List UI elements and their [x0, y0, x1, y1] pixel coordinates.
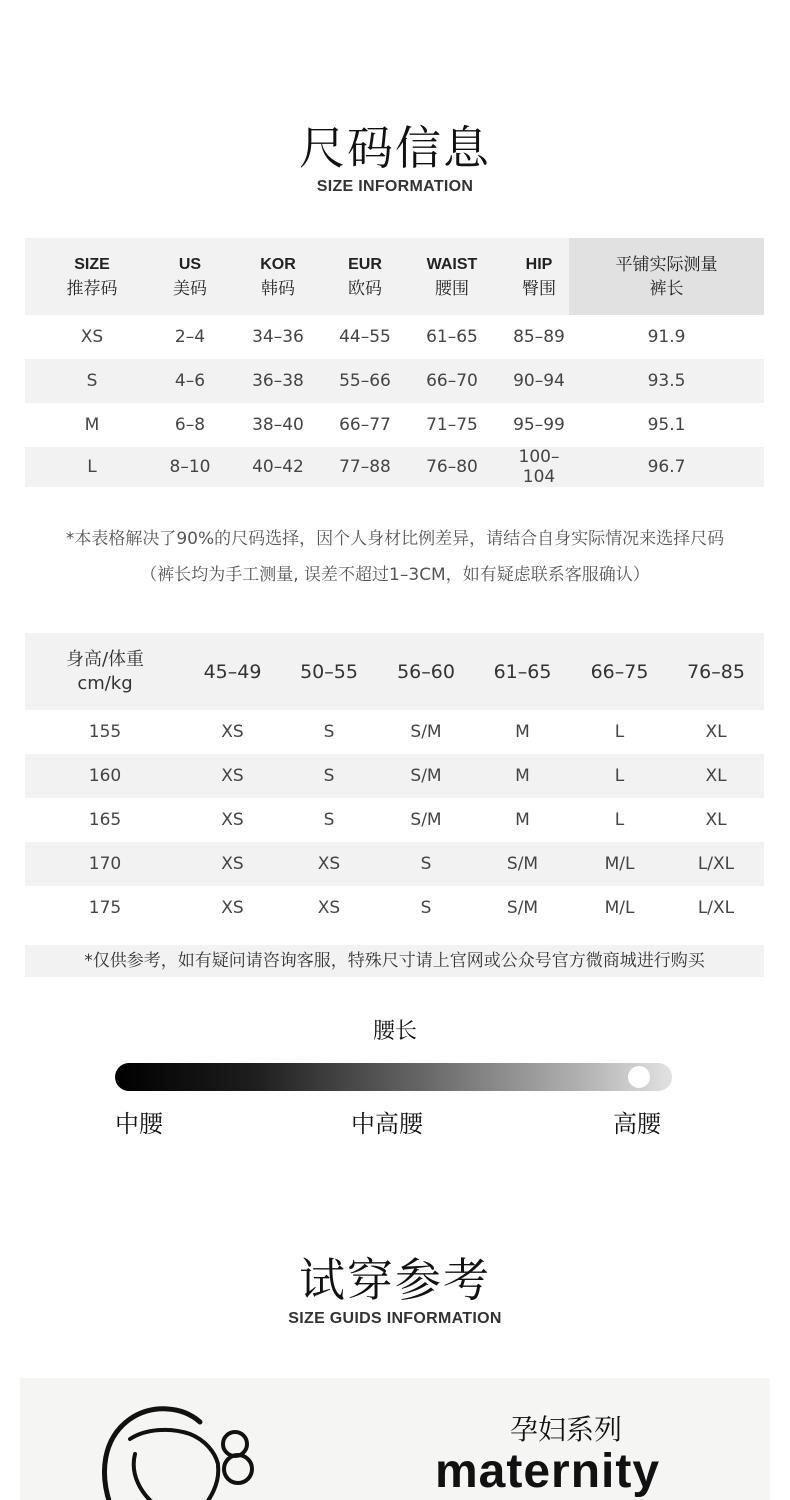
maternity-banner	[20, 1378, 770, 1500]
header-height-weight: 身高/体重 cm/kg	[25, 633, 185, 710]
series-label: 孕妇系列	[510, 1413, 623, 1446]
table-cell: XS	[80, 327, 104, 347]
table-cell: 93.5	[569, 359, 764, 403]
table-cell: XS	[221, 722, 244, 742]
size-info-heading	[0, 120, 790, 196]
table-row	[25, 798, 764, 842]
table-cell: 66–70	[395, 359, 509, 403]
table-cell: 90–94	[509, 359, 569, 403]
table-cell: XS	[221, 898, 244, 918]
table-cell: XS	[185, 754, 280, 798]
table-cell: M	[474, 754, 571, 798]
header-us: US 美码	[159, 238, 221, 315]
table-cell: M	[84, 415, 100, 435]
height-cell: 165	[88, 810, 122, 830]
table-cell: 4–6	[159, 359, 221, 403]
table-cell: 95.1	[647, 415, 686, 435]
waist-rise-indicator-knob	[628, 1066, 650, 1088]
table-cell: S	[323, 722, 335, 742]
table-cell: L/XL	[697, 898, 735, 918]
header-eur: EUR 欧码	[335, 238, 395, 315]
table-cell: 77–88	[335, 447, 395, 487]
header-weight: 56–60	[378, 633, 474, 710]
height-cell: 175	[88, 898, 122, 918]
table-cell: 61–65	[426, 327, 478, 347]
tryon-heading	[0, 1252, 790, 1328]
table-cell: 8–10	[159, 447, 221, 487]
table-cell: M	[515, 810, 530, 830]
tryon-subtitle: SIZE GUIDS INFORMATION	[288, 1310, 502, 1327]
table-cell: S/M	[506, 898, 539, 918]
table-cell: S	[280, 754, 378, 798]
table-row	[25, 315, 764, 359]
waist-label-mid-high: 中高腰	[351, 1110, 423, 1138]
table-cell: XS	[185, 842, 280, 886]
table-cell: L	[25, 447, 159, 487]
table-cell: 36–38	[221, 359, 335, 403]
size-table	[25, 238, 764, 487]
waist-label-mid: 中腰	[115, 1110, 163, 1138]
table-row	[25, 359, 764, 403]
height-cell: 160	[25, 754, 185, 798]
header-hip: HIP 臀围	[509, 238, 569, 315]
table-cell: L/XL	[668, 842, 764, 886]
table-cell: L	[614, 810, 625, 830]
table-cell: 38–40	[252, 415, 304, 435]
table-cell: 91.9	[647, 327, 686, 347]
height-cell: 170	[25, 842, 185, 886]
size-info-title: 尺码信息	[299, 121, 491, 175]
table-cell: 71–75	[426, 415, 478, 435]
brand-wordmark: maternity	[435, 1445, 661, 1498]
table-cell: 2–4	[174, 327, 206, 347]
table-cell: L	[571, 754, 668, 798]
header-waist: WAIST 腰围	[395, 238, 509, 315]
table-row	[25, 710, 764, 754]
fit-note: *仅供参考，如有疑问请咨询客服，特殊尺寸请上官网或公众号官方微商城进行购买	[25, 945, 764, 977]
table-row	[25, 403, 764, 447]
table-cell: S	[25, 359, 159, 403]
table-cell: S/M	[474, 842, 571, 886]
header-kor: KOR 韩码	[221, 238, 335, 315]
table-cell: XL	[668, 754, 764, 798]
table-cell: XS	[280, 842, 378, 886]
header-weight: 76–85	[668, 633, 764, 710]
table-cell: 6–8	[174, 415, 206, 435]
table-cell: 100–104	[509, 447, 569, 487]
table-cell: 66–77	[339, 415, 391, 435]
table-cell: 76–80	[395, 447, 509, 487]
waist-rise-title: 腰长	[372, 1019, 417, 1044]
table-row	[25, 447, 764, 487]
size-info-subtitle: SIZE INFORMATION	[316, 178, 474, 195]
fit-table	[25, 633, 764, 930]
header-weight: 61–65	[474, 633, 571, 710]
table-cell: S	[378, 842, 474, 886]
table-cell: M/L	[604, 898, 635, 918]
header-length: 平铺实际测量 裤长	[569, 238, 764, 315]
table-cell: S/M	[410, 810, 442, 830]
header-size: SIZE 推荐码	[25, 238, 159, 315]
table-cell: 96.7	[569, 447, 764, 487]
table-cell: XL	[705, 810, 727, 830]
table-cell: L	[614, 722, 625, 742]
size-note-line2: （裤长均为手工测量, 误差不超过1–3CM，如有疑虑联系客服确认）	[140, 565, 650, 585]
table-cell: XL	[705, 722, 727, 742]
table-cell: 44–55	[339, 327, 391, 347]
table-cell: S	[420, 898, 432, 918]
table-cell: XS	[317, 898, 341, 918]
table-cell: XS	[221, 810, 244, 830]
maternity-woman-profile-icon	[90, 1394, 270, 1500]
waist-label-high: 高腰	[613, 1110, 661, 1138]
table-cell: S	[323, 810, 335, 830]
table-cell: M/L	[571, 842, 668, 886]
size-note-line1: *本表格解决了90%的尺码选择，因个人身材比例差异，请结合自身实际情况来选择尺码	[65, 529, 725, 549]
header-weight: 45–49	[185, 633, 280, 710]
header-weight: 66–75	[571, 633, 668, 710]
table-cell: 55–66	[335, 359, 395, 403]
table-cell: S/M	[410, 722, 442, 742]
fit-table-header	[25, 633, 764, 710]
table-cell: M	[515, 722, 530, 742]
size-table-header	[25, 238, 764, 315]
table-row	[25, 886, 764, 930]
table-row	[25, 842, 764, 886]
table-cell: S/M	[378, 754, 474, 798]
tryon-title: 试穿参考	[299, 1253, 491, 1307]
size-notes	[0, 521, 790, 593]
waist-rise-gradient-bar	[115, 1063, 672, 1091]
header-weight: 50–55	[280, 633, 378, 710]
table-row	[25, 754, 764, 798]
table-cell: 85–89	[513, 327, 565, 347]
table-cell: 34–36	[252, 327, 304, 347]
table-cell: 40–42	[221, 447, 335, 487]
height-cell: 155	[88, 722, 122, 742]
table-cell: 95–99	[513, 415, 565, 435]
